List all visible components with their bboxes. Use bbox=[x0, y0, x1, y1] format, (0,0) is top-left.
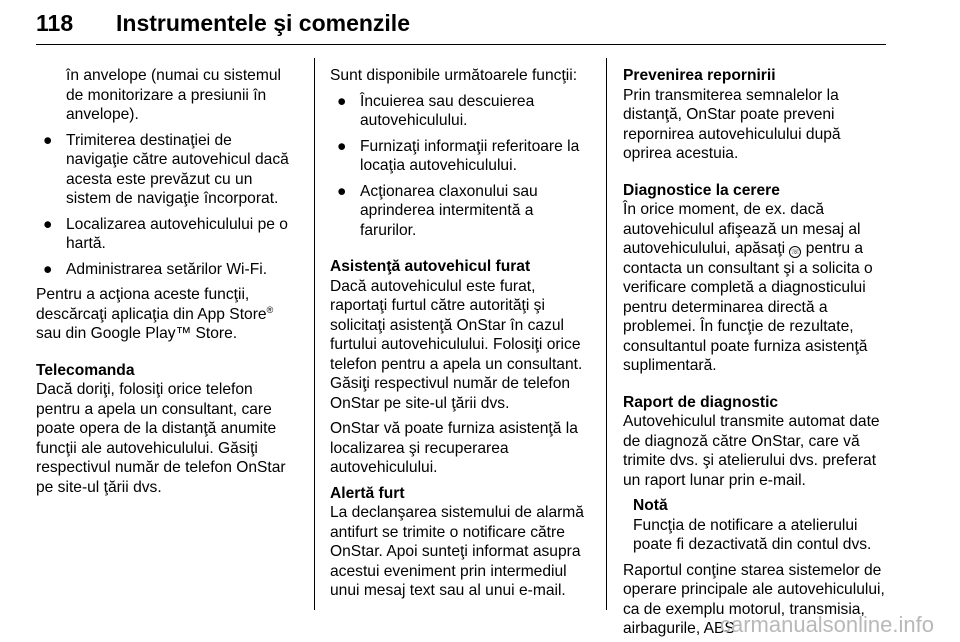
page-number: 118 bbox=[36, 10, 74, 36]
registered-mark: ® bbox=[266, 304, 274, 315]
list-item bbox=[330, 137, 592, 176]
bullet-icon: ● bbox=[43, 260, 53, 278]
list-item bbox=[330, 92, 592, 131]
section-heading-theft: Asistenţă autovehicul furat bbox=[330, 258, 531, 275]
list-item-text: Acţionarea claxonului sau aprinderea intermitentă a farurilor. bbox=[360, 182, 538, 239]
chapter-title: Instrumentele şi comenzile bbox=[116, 10, 410, 36]
phone-button-icon: ☏ bbox=[789, 246, 801, 258]
list-item bbox=[36, 260, 298, 280]
report-paragraph: Autovehiculul transmite automat date de diagnoză către OnStar, care vă trimite dvs. şi atelierului dvs. preferat un raport lunar prin e-mail. bbox=[623, 413, 880, 489]
bullet-icon: ● bbox=[337, 92, 347, 110]
restart-paragraph: Prin transmiterea semnalelor la distanţă, OnStar poate preveni repornirea autovehiculului după oprirea acestuia. bbox=[623, 86, 841, 162]
note-heading: Notă bbox=[633, 497, 668, 514]
list-item-text: Furnizaţi informaţii referitoare la locaţia autovehiculului. bbox=[360, 137, 580, 174]
final-paragraph: Raportul conţine starea sistemelor de operare principale ale autovehiculului, ca de exemplu motorul, transmisia, airbagurile, ABS bbox=[623, 561, 885, 637]
note-paragraph: Funcţia de notificare a atelierului poate fi dezactivată din contul dvs. bbox=[633, 516, 872, 553]
list-item-text: Administrarea setărilor Wi-Fi. bbox=[66, 260, 268, 278]
remote-paragraph: Dacă doriţi, folosiţi orice telefon pentru a apela un consultant, care poate opera de la distanţă anumite funcţii ale autovehiculului. Găsiţi respectivul număr de telefon OnStar pe site-ul ţării dvs. bbox=[36, 381, 286, 496]
list-item bbox=[36, 131, 298, 209]
bullet-icon: ● bbox=[43, 131, 53, 149]
section-heading-alert: Alertă furt bbox=[330, 484, 405, 502]
list-item-text: Încuierea sau descuierea autovehiculului. bbox=[360, 92, 535, 129]
continuation-text: în anvelope (numai cu sistemul de monitorizare a presiunii în anvelope). bbox=[66, 67, 281, 123]
column-3 bbox=[623, 66, 891, 639]
page-header bbox=[36, 10, 886, 45]
app-paragraph: Pentru a acţiona aceste funcţii, descărcaţi aplicaţia din App Store® sau din Google Play™ Store. bbox=[36, 286, 274, 342]
intro-paragraph: Sunt disponibile următoarele funcţii: bbox=[330, 67, 578, 84]
diagnostics-paragraph: În orice moment, de ex. dacă autovehiculul afişează un mesaj al autovehiculului, apăsaţi ☏ pentru a contacta un consultant şi a solicita o verificare completă a diagnosticului pentru determinarea directă a problemei. În funcţie de rezultate, consultantul poate furniza asistenţă suplimentară. bbox=[623, 201, 873, 374]
list-item-text: Trimiterea destinaţiei de navigaţie către autovehicul dacă acesta este prevăzut cu un sistem de navigaţie încorporat. bbox=[66, 131, 289, 207]
list-item-text: Localizarea autovehiculului pe o hartă. bbox=[66, 215, 288, 252]
column-divider bbox=[606, 58, 607, 610]
bullet-icon: ● bbox=[337, 137, 347, 155]
theft-paragraph: Dacă autovehiculul este furat, raportaţi furtul către autorităţi şi solicitaţi asistenţă OnStar în cazul furtului autovehiculului. Folosiţi orice telefon pentru a apela un consultant. Găsiţi respectivul număr de telefon OnStar pe site-ul ţării dvs. bbox=[330, 277, 583, 412]
list-item bbox=[330, 182, 592, 241]
alert-paragraph: La declanşarea sistemului de alarmă antifurt se trimite o notificare către OnStar. Apoi sunteţi informat asupra acestui eveniment prin intermediul unui mesaj text sau al unui e-mail. bbox=[330, 504, 584, 599]
list-item bbox=[36, 215, 298, 254]
bullet-icon: ● bbox=[43, 215, 53, 233]
theft-paragraph-2: OnStar vă poate furniza asistenţă la localizarea şi recuperarea autovehiculului. bbox=[330, 420, 578, 476]
section-heading-restart: Prevenirea repornirii bbox=[623, 67, 776, 84]
bullet-icon: ● bbox=[337, 182, 347, 200]
watermark: carmanualsonline.info bbox=[719, 612, 934, 637]
section-heading-remote: Telecomanda bbox=[36, 361, 135, 379]
section-heading-report: Raport de diagnostic bbox=[623, 393, 779, 411]
section-heading-diagnostics: Diagnostice la cerere bbox=[623, 181, 780, 199]
column-2 bbox=[330, 66, 592, 601]
column-1 bbox=[36, 66, 298, 497]
column-divider bbox=[314, 58, 315, 610]
